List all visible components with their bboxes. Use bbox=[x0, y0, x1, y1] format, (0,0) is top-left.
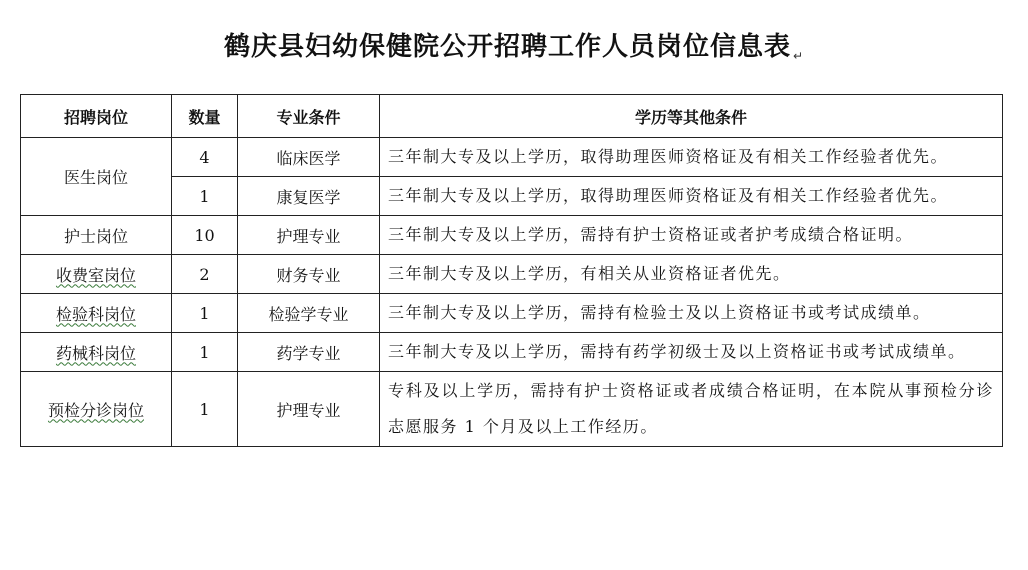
cell-position: 医生岗位 bbox=[21, 138, 172, 216]
cell-requirements: 三年制大专及以上学历，有相关从业资格证者优先。 bbox=[380, 255, 1003, 294]
table-row bbox=[21, 333, 1003, 372]
cell-major: 护理专业 bbox=[238, 372, 380, 447]
cell-count: 4 bbox=[172, 138, 238, 177]
table-row bbox=[21, 294, 1003, 333]
cell-position: 预检分诊岗位 bbox=[21, 372, 172, 447]
header-position: 招聘岗位 bbox=[21, 95, 172, 138]
cell-requirements: 三年制大专及以上学历，取得助理医师资格证及有相关工作经验者优先。 bbox=[380, 177, 1003, 216]
cell-position: 收费室岗位 bbox=[21, 255, 172, 294]
cell-count: 1 bbox=[172, 333, 238, 372]
cell-count: 1 bbox=[172, 372, 238, 447]
cell-requirements: 三年制大专及以上学历，需持有药学初级士及以上资格证书或考试成绩单。 bbox=[380, 333, 1003, 372]
cell-position: 检验科岗位 bbox=[21, 294, 172, 333]
header-major: 专业条件 bbox=[238, 95, 380, 138]
cell-major: 临床医学 bbox=[238, 138, 380, 177]
cell-major: 药学专业 bbox=[238, 333, 380, 372]
title-text: 鹤庆县妇幼保健院公开招聘工作人员岗位信息表 bbox=[223, 32, 791, 62]
cell-count: 1 bbox=[172, 177, 238, 216]
cell-requirements: 三年制大专及以上学历，需持有护士资格证或者护考成绩合格证明。 bbox=[380, 216, 1003, 255]
table-row bbox=[21, 216, 1003, 255]
paragraph-mark-icon: ↵ bbox=[792, 49, 805, 63]
cell-major: 护理专业 bbox=[238, 216, 380, 255]
positions-table bbox=[20, 94, 1003, 447]
table-row bbox=[21, 255, 1003, 294]
cell-requirements: 三年制大专及以上学历，取得助理医师资格证及有相关工作经验者优先。 bbox=[380, 138, 1003, 177]
cell-count: 2 bbox=[172, 255, 238, 294]
cell-count: 1 bbox=[172, 294, 238, 333]
cell-major: 财务专业 bbox=[238, 255, 380, 294]
table-row bbox=[21, 138, 1003, 177]
cell-requirements: 专科及以上学历，需持有护士资格证或者成绩合格证明，在本院从事预检分诊志愿服务 1 个月及以上工作经历。 bbox=[380, 372, 1003, 447]
cell-major: 检验学专业 bbox=[238, 294, 380, 333]
cell-count: 10 bbox=[172, 216, 238, 255]
header-requirements: 学历等其他条件 bbox=[380, 95, 1003, 138]
cell-position: 药械科岗位 bbox=[21, 333, 172, 372]
table-row bbox=[21, 372, 1003, 447]
header-count: 数量 bbox=[172, 95, 238, 138]
page-title bbox=[0, 26, 1028, 63]
cell-requirements: 三年制大专及以上学历，需持有检验士及以上资格证书或考试成绩单。 bbox=[380, 294, 1003, 333]
cell-major: 康复医学 bbox=[238, 177, 380, 216]
cell-position: 护士岗位 bbox=[21, 216, 172, 255]
table-header-row bbox=[21, 95, 1003, 138]
